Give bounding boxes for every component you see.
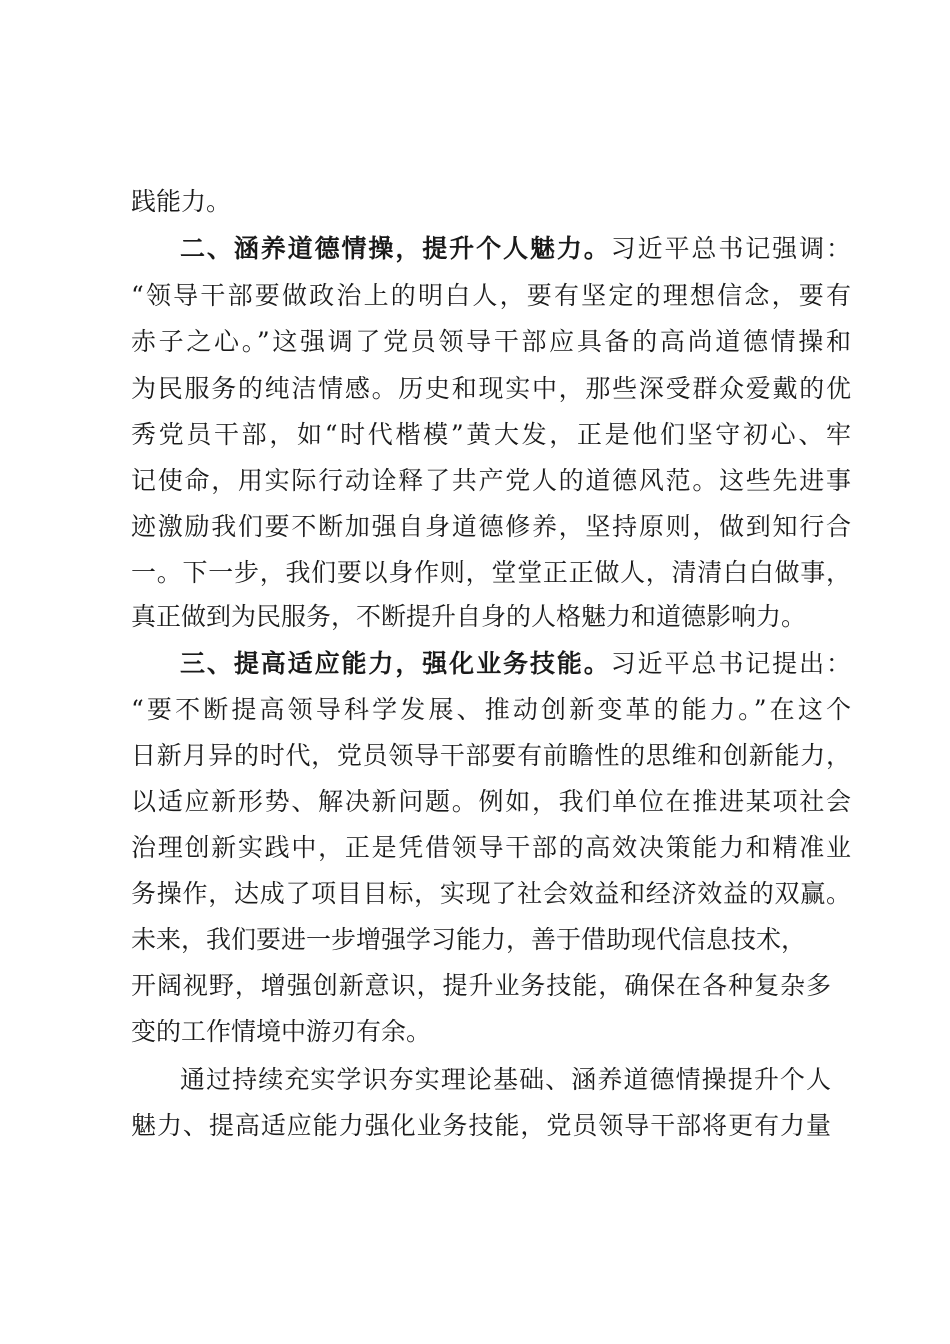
paragraph-line	[131, 920, 807, 960]
line-text: 日新月异的时代，党员领导干部要有前瞻性的思维和创新能力，	[131, 741, 851, 770]
paragraph-line	[131, 1012, 851, 1052]
line-text: 习近平总书记提出：	[610, 649, 851, 678]
paragraph-line	[131, 966, 831, 1006]
line-text: 魅力、提高适应能力强化业务技能，党员领导干部将更有力量	[131, 1111, 831, 1140]
paragraph-first-line	[180, 1060, 831, 1100]
paragraph-line	[131, 182, 851, 222]
line-text: “领导干部要做政治上的明白人，要有坚定的理想信念，要有	[131, 281, 851, 310]
line-text: 一。下一步，我们要以身作则，堂堂正正做人，清清白白做事，	[131, 558, 851, 587]
paragraph-line	[131, 782, 851, 822]
paragraph-line	[131, 276, 851, 316]
line-text: “要不断提高领导科学发展、推动创新变革的能力。”在这个	[131, 695, 851, 724]
paragraph-line	[131, 553, 851, 593]
line-text: 真正做到为民服务，不断提升自身的人格魅力和道德影响力。	[131, 602, 807, 631]
line-text: 以适应新形势、解决新问题。例如，我们单位在推进某项社会	[131, 787, 851, 816]
paragraph-line	[131, 874, 851, 914]
line-text: 务操作，达成了项目目标，实现了社会效益和经济效益的双赢。	[131, 879, 851, 908]
line-text: 践能力。	[131, 187, 232, 216]
line-text: 通过持续充实学识夯实理论基础、涵养道德情操提升个人	[180, 1065, 831, 1094]
paragraph-line	[131, 828, 851, 868]
section-heading: 三、提高适应能力，强化业务技能。	[180, 649, 611, 678]
line-text: 迹激励我们要不断加强自身道德修养，坚持原则，做到知行合	[131, 512, 851, 541]
line-text: 秀党员干部，如“时代楷模”黄大发，正是他们坚守初心、牢	[131, 420, 851, 449]
section-heading: 二、涵养道德情操，提升个人魅力。	[180, 234, 611, 263]
paragraph-line	[131, 369, 851, 409]
line-text: 为民服务的纯洁情感。历史和现实中，那些深受群众爱戴的优	[131, 374, 851, 403]
line-text: 记使命，用实际行动诠释了共产党人的道德风范。这些先进事	[131, 466, 851, 495]
paragraph-line	[131, 507, 851, 547]
line-text: 治理创新实践中，正是凭借领导干部的高效决策能力和精准业	[131, 833, 851, 862]
line-text: 开阔视野，增强创新意识，提升业务技能，确保在各种复杂多	[131, 971, 831, 1000]
paragraph-line	[131, 597, 851, 637]
paragraph-line	[131, 322, 851, 362]
paragraph-line	[131, 736, 851, 776]
line-text: 未来，我们要进一步增强学习能力，善于借助现代信息技术，	[131, 925, 807, 954]
line-text: 赤子之心。”这强调了党员领导干部应具备的高尚道德情操和	[131, 327, 851, 356]
paragraph-line	[131, 1106, 831, 1146]
section-heading-line	[180, 229, 851, 269]
paragraph-line	[131, 415, 851, 455]
paragraph-line	[131, 690, 851, 730]
section-heading-line	[180, 644, 851, 684]
line-text: 习近平总书记强调：	[610, 234, 851, 263]
line-text: 变的工作情境中游刃有余。	[131, 1017, 432, 1046]
paragraph-line	[131, 461, 851, 501]
